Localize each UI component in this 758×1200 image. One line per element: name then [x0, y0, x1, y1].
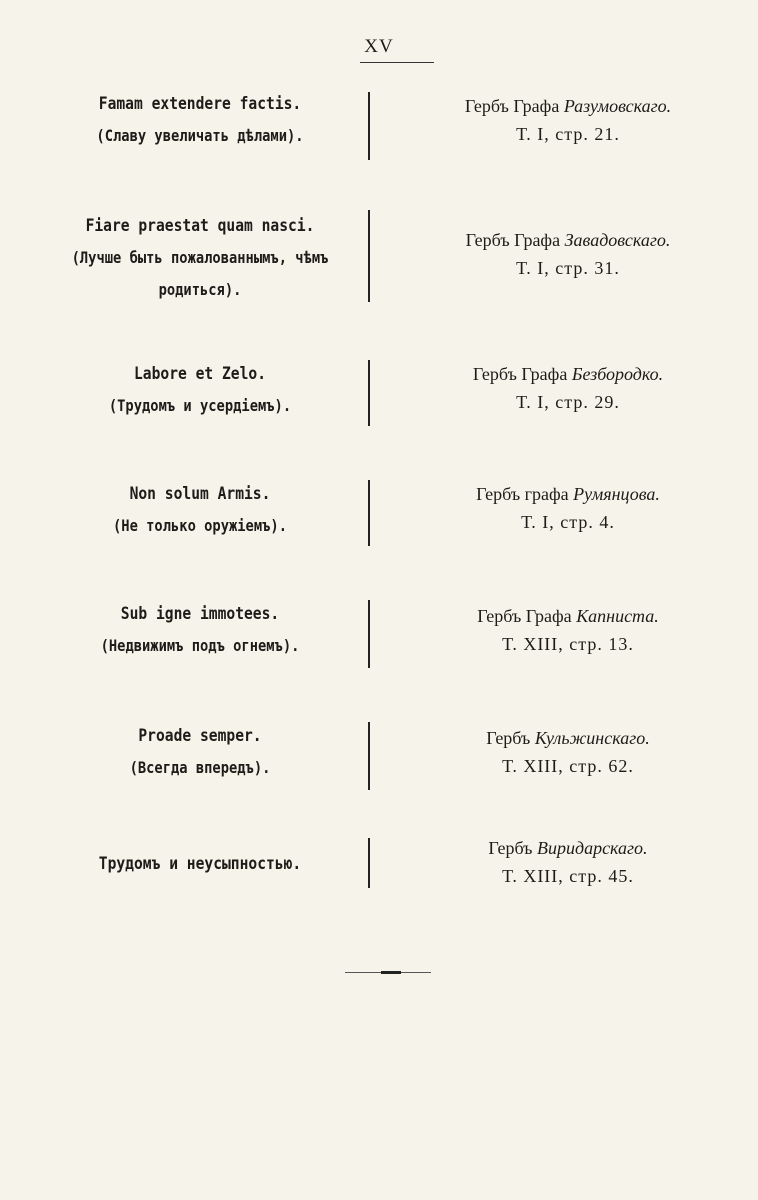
coat-of-arms-reference — [408, 602, 728, 658]
family-name: Кульжинскаго. — [534, 728, 650, 748]
motto — [62, 848, 337, 880]
coat-prefix: Гербъ Графа — [477, 606, 572, 626]
volume-page-ref: Т. XIII, стр. 62. — [502, 756, 634, 776]
coat-prefix: Гербъ Графа — [465, 230, 561, 250]
motto-latin: Famam extendere factis. — [98, 94, 302, 114]
coat-of-arms-reference — [408, 226, 728, 282]
coat-of-arms-reference — [408, 724, 728, 780]
header-rule — [360, 62, 434, 63]
motto-latin: Non solum Armis. — [129, 484, 271, 504]
family-name: Виридарскаго. — [536, 838, 648, 858]
volume-page-ref: Т. XIII, стр. 45. — [502, 866, 634, 886]
coat-of-arms-reference — [408, 480, 728, 536]
motto-translation: (Не только оружiемъ). — [113, 516, 287, 535]
motto — [62, 478, 337, 542]
motto-translation: (Трудомъ и усердiемъ). — [108, 396, 292, 415]
coat-prefix: Гербъ Графа — [464, 96, 560, 116]
page-number: XV — [364, 36, 394, 57]
motto-translation: Трудомъ и неусыпностью. — [98, 854, 302, 874]
coat-of-arms-reference — [408, 834, 728, 890]
coat-of-arms-reference — [408, 92, 728, 148]
volume-page-ref: Т. I, стр. 29. — [516, 392, 620, 412]
footer-rule-accent — [381, 971, 401, 974]
family-name: Безбородко. — [571, 364, 664, 384]
coat-prefix: Гербъ — [486, 728, 531, 748]
coat-prefix: Гербъ — [488, 838, 533, 858]
brace-divider — [368, 722, 376, 790]
motto-translation: (Славу увеличать дѣлами). — [96, 126, 304, 145]
volume-page-ref: Т. I, стр. 31. — [516, 258, 620, 278]
brace-divider — [368, 838, 376, 888]
family-name: Капниста. — [576, 606, 659, 626]
brace-divider — [368, 480, 376, 546]
coat-of-arms-reference — [408, 360, 728, 416]
brace-divider — [368, 92, 376, 160]
motto-translation: родиться). — [158, 280, 242, 299]
footer-rule — [345, 972, 431, 973]
motto — [62, 720, 337, 784]
motto-translation: (Недвижимъ подъ огнемъ). — [100, 636, 300, 655]
brace-divider — [368, 600, 376, 668]
family-name: Завадовскаго. — [564, 230, 671, 250]
motto-translation: (Всегда впередъ). — [129, 758, 271, 777]
motto-latin: Sub igne immotees. — [120, 604, 280, 624]
motto — [62, 598, 337, 662]
family-name: Румянцова. — [573, 484, 660, 504]
volume-page-ref: Т. I, стр. 4. — [521, 512, 615, 532]
motto — [62, 88, 337, 152]
motto-latin: Proade semper. — [138, 726, 262, 746]
brace-divider — [368, 360, 376, 426]
coat-prefix: Гербъ графа — [476, 484, 569, 504]
motto — [62, 210, 337, 306]
brace-divider — [368, 210, 376, 302]
volume-page-ref: Т. I, стр. 21. — [516, 124, 620, 144]
motto-latin: Fiare praestat quam nasci. — [85, 216, 315, 236]
volume-page-ref: Т. XIII, стр. 13. — [502, 634, 634, 654]
motto — [62, 358, 337, 422]
motto-latin: Labore et Zelo. — [133, 364, 267, 384]
coat-prefix: Гербъ Графа — [472, 364, 568, 384]
motto-translation: (Лучше быть пожалованнымъ, чѣмъ — [71, 248, 329, 267]
family-name: Разумовскаго. — [563, 96, 672, 116]
